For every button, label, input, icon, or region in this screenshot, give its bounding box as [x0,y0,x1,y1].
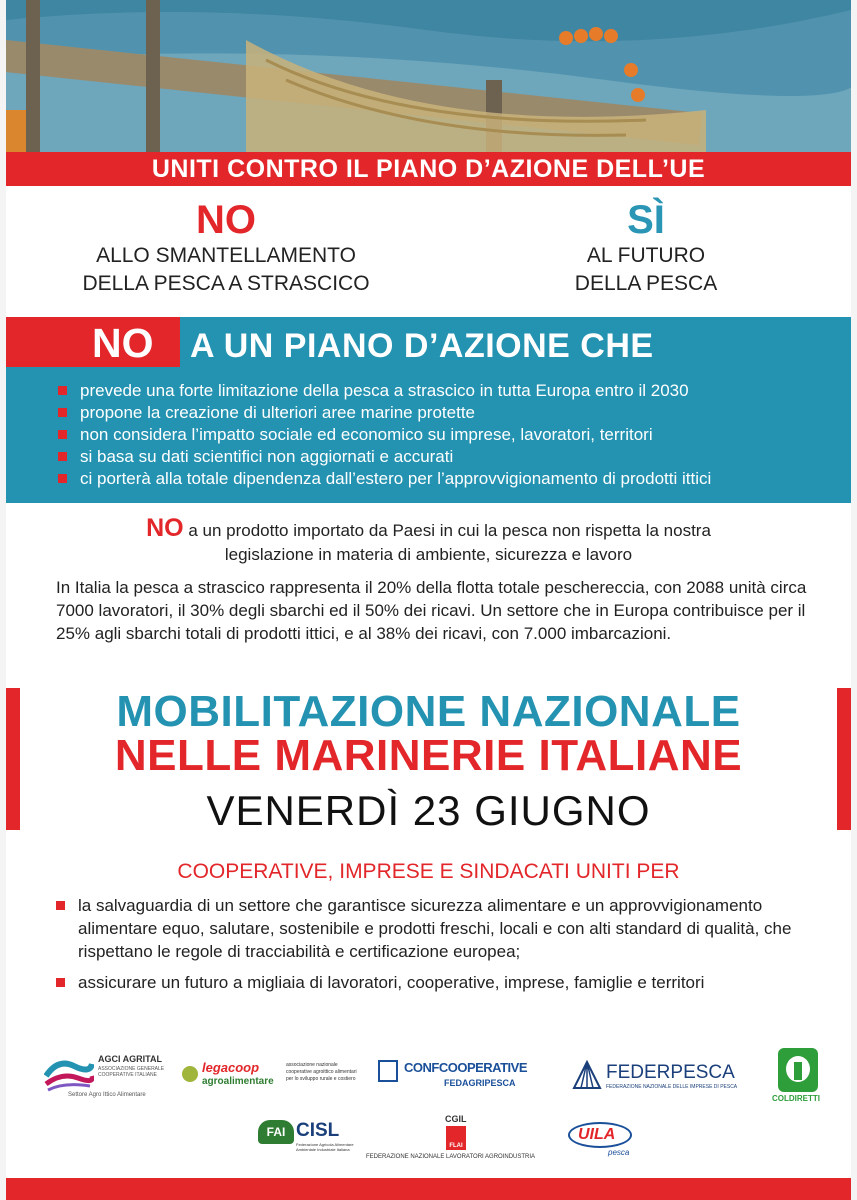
si-line-1: AL FUTURO [586,244,706,267]
import-line-1: a un prodotto importato da Paesi in cui la pesca non rispetta la nostra [188,521,711,540]
si-line-2: DELLA PESCA [574,272,718,295]
list-item: non considera l’impatto sociale ed economico su imprese, lavoratori, territori [58,424,711,446]
flai-cgil-logo: CGIL FLAI FEDERAZIONE NAZIONALE LAVORATORI AGROINDUSTRIA [366,1114,536,1160]
bullet-icon [58,408,67,417]
agci-agrital-logo: AGCI AGRITAL ASSOCIAZIONE GENERALE COOPERATIVE ITALIANE Settore Agro Ittico Alimentare [44,1052,174,1102]
list-item: prevede una forte limitazione della pesca a strascico in tutta Europa entro il 2030 [58,380,711,402]
coldiretti-emblem-icon [778,1048,818,1092]
agci-wave-icon [44,1056,94,1092]
list-item: si basa su dati scientifici non aggiornati e accurati [58,446,711,468]
plan-title: A UN PIANO D’AZIONE CHE [190,327,654,365]
no-column [46,198,406,298]
bullet-icon [56,901,65,910]
confcooperative-logo: CONFCOOPERATIVE FEDAGRIPESCA [378,1058,543,1094]
list-item: propone la creazione di ulteriori aree marine protette [58,402,711,424]
no-line-2: DELLA PESCA A STRASCICO [82,272,370,295]
mobilitazione-line-1: MOBILITAZIONE NAZIONALE [116,687,741,736]
list-item: assicurare un futuro a migliaia di lavoratori, cooperative, imprese, famiglie e territori [56,971,816,994]
federpesca-shell-icon [572,1060,602,1090]
plan-no-label: NO [92,320,154,366]
fai-cisl-logo: FAI CISL Federazione Agricola Alimentare Ambientale Industriale Italiana [258,1120,358,1160]
confcoop-square-icon [378,1060,398,1082]
statistics-paragraph: In Italia la pesca a strascico rappresenta il 20% della flotta totale peschereccia, con 2088 unità circa 7000 lavoratori, il 30% degli sbarchi ed il 50% dei ricavi. Un settore che in Europa contribuisce per il 25% agli sbarchi totali di prodotti ittici, e al 38% dei ricavi, con 7.000 imbarcazioni. [56,578,807,643]
united-for-title: COOPERATIVE, IMPRESE E SINDACATI UNITI PER [177,860,680,883]
federpesca-logo: FEDERPESCA FEDERAZIONE NAZIONALE DELLE IMPRESE DI PESCA [572,1060,752,1094]
legacoop-leaf-icon [182,1066,198,1082]
si-heading: SÌ [627,198,665,242]
header-photo [6,0,851,152]
united-for-list [56,894,816,1002]
mobilitazione-line-2: NELLE MARINERIE ITALIANE [114,731,743,780]
si-column [526,198,766,298]
bullet-icon [58,430,67,439]
poster [6,0,851,1200]
list-item: ci porterà alla totale dipendenza dall’estero per l’approvvigionamento di prodotti ittici [58,468,711,490]
event-date: VENERDÌ 23 GIUGNO [206,787,651,834]
import-statement [6,516,851,567]
bullet-icon [56,978,65,987]
import-no: NO [146,514,184,542]
import-line-2: legislazione in materia di ambiente, sicurezza e lavoro [224,545,633,564]
no-heading: NO [196,198,256,242]
footer-band [6,1178,851,1200]
flai-red-icon: FLAI [446,1126,466,1150]
plan-list [58,380,711,490]
legacoop-logo: legacoop agroalimentare associazione nazionale cooperative agroittico alimentari per lo sviluppo rurale e costiero [182,1060,362,1096]
uila-pesca-logo: UILA pesca [568,1118,648,1158]
no-line-1: ALLO SMANTELLAMENTO [96,244,356,267]
bullet-icon [58,386,67,395]
bullet-icon [58,474,67,483]
main-title: UNITI CONTRO IL PIANO D’AZIONE DELL’UE [6,152,851,186]
coldiretti-logo: COLDIRETTI [772,1048,828,1104]
bullet-icon [58,452,67,461]
list-item: la salvaguardia di un settore che garantisce sicurezza alimentare e un approvvigionamento alimentare equo, salutare, sostenibile e prodotti freschi, locali e con alti standard di qualità, che rispettano le regole di tracciabilità e certificazione europea; [56,894,816,963]
